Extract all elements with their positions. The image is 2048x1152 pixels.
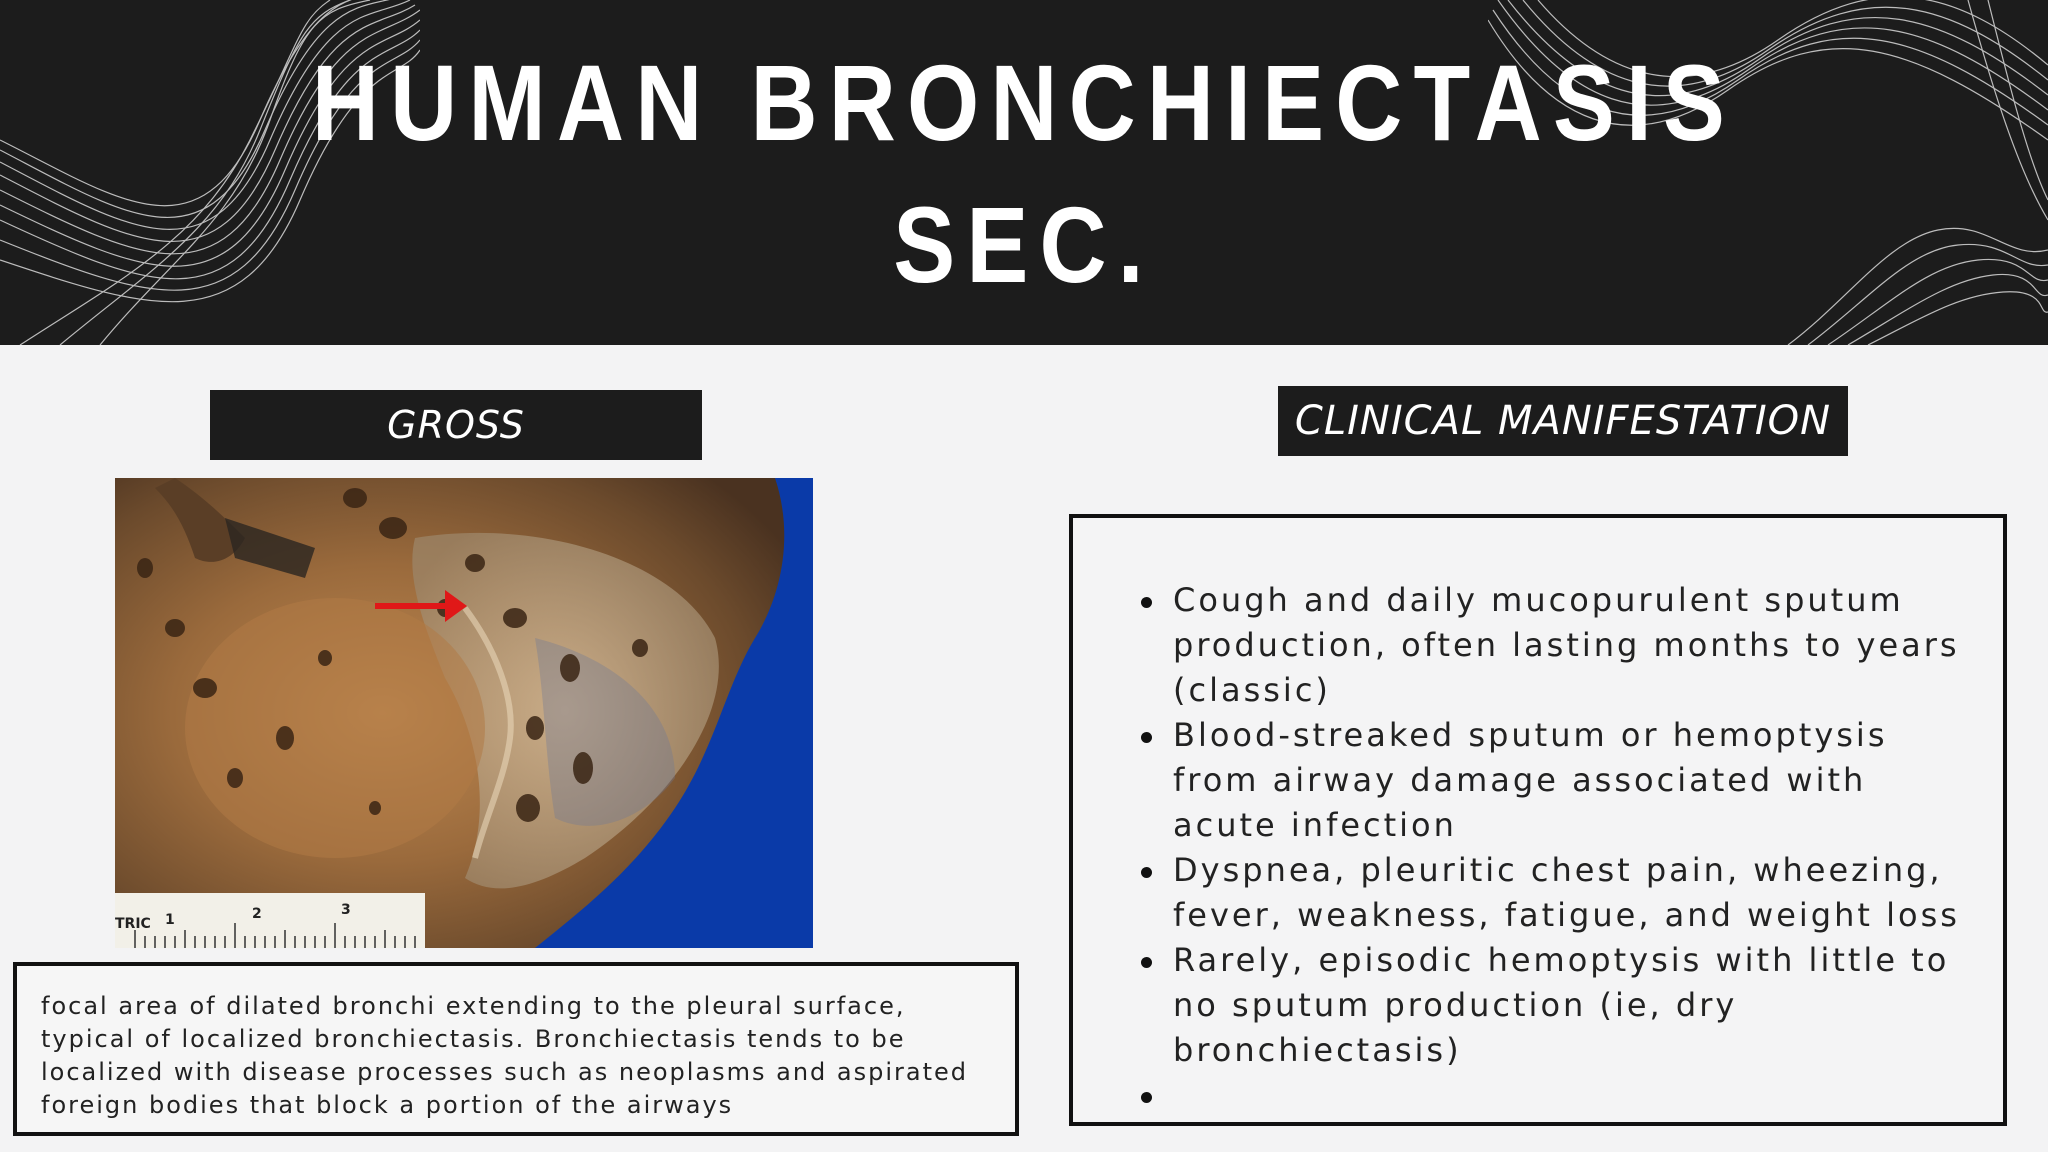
ruler-number-1: 1 xyxy=(165,912,175,928)
gross-caption-box xyxy=(13,962,1019,1136)
clinical-manifestation-label: CLINICAL MANIFESTATION xyxy=(1278,386,1848,456)
clinical-list xyxy=(1143,578,1963,1118)
gross-section-label: GROSS xyxy=(210,390,702,460)
ruler-number-3: 3 xyxy=(341,902,351,918)
list-item: Dyspnea, pleuritic chest pain, wheezing, fever, weakness, fatigue, and weight loss xyxy=(1143,848,1963,938)
list-item: Cough and daily mucopurulent sputum production, often lasting months to years (classic) xyxy=(1143,578,1963,713)
ruler-number-2: 2 xyxy=(252,906,262,922)
ruler-scale xyxy=(115,893,425,948)
title-line-1: HUMAN BRONCHIECTASIS xyxy=(311,42,1737,163)
list-item: Blood-streaked sputum or hemoptysis from airway damage associated with acute infection xyxy=(1143,713,1963,848)
page-title xyxy=(143,32,1904,316)
bullet-icon xyxy=(1141,732,1152,743)
bullet-icon xyxy=(1141,1092,1152,1103)
gross-specimen-photo xyxy=(115,478,813,948)
bullet-icon xyxy=(1141,957,1152,968)
ruler-text: TRIC xyxy=(115,916,151,932)
list-item: Rarely, episodic hemoptysis with little to no sputum production (ie, dry bronchiectasis) xyxy=(1143,938,1963,1073)
clinical-manifestation-box xyxy=(1069,514,2007,1126)
lobule-region xyxy=(185,598,485,858)
header-banner xyxy=(0,0,2048,345)
list-item-empty xyxy=(1143,1073,1963,1118)
bullet-icon xyxy=(1141,867,1152,878)
gross-caption-text: focal area of dilated bronchi extending to the pleural surface, typical of localized bronchiectasis. Bronchiectasis tends to be localized with disease processes such as neoplasms and aspirated foreign bodies that block a portion of the airways xyxy=(41,992,969,1119)
bullet-icon xyxy=(1141,597,1152,608)
title-line-2: SEC. xyxy=(893,184,1155,305)
